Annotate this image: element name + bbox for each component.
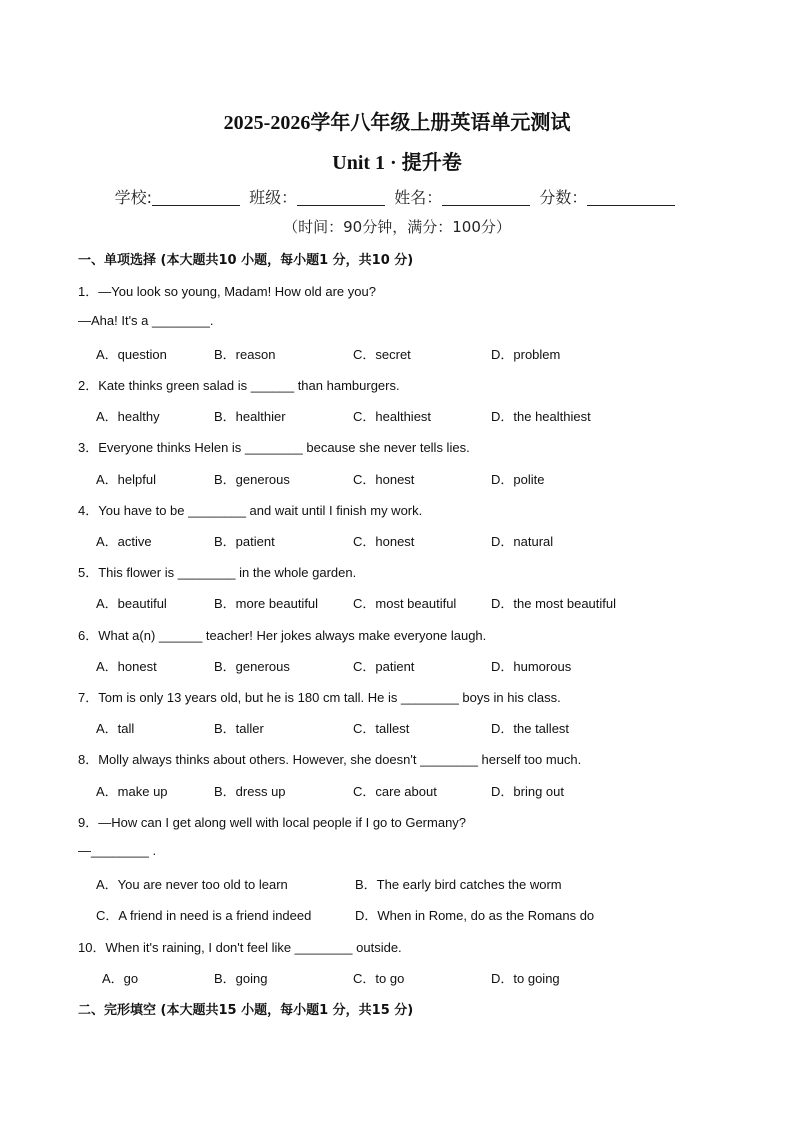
question-1-response: —Aha! It's a ________. (78, 313, 214, 328)
question-10-stem: 10．When it's raining, I don't feel like ________ outside. (78, 940, 402, 955)
q3-option-c[interactable]: C．honest (353, 472, 415, 487)
q10-option-a[interactable]: A．go (102, 971, 139, 986)
q5-option-b[interactable]: B．more beautiful (214, 596, 319, 611)
q1-option-c[interactable]: C．secret (353, 347, 411, 362)
q1-option-b[interactable]: B．reason (214, 347, 276, 362)
q1-option-a[interactable]: A．question (96, 347, 167, 362)
q10-option-c[interactable]: C．to go (353, 971, 405, 986)
name-label: 姓名： (394, 188, 443, 207)
q8-option-b[interactable]: B．dress up (214, 784, 286, 799)
q7-option-b[interactable]: B．taller (214, 721, 264, 736)
q4-option-c[interactable]: C．honest (353, 534, 415, 549)
q7-option-a[interactable]: A．tall (96, 721, 135, 736)
q10-option-b[interactable]: B．going (214, 971, 268, 986)
score-label: 分数： (539, 188, 588, 207)
q7-option-c[interactable]: C．tallest (353, 721, 410, 736)
question-8-stem: 8．Molly always thinks about others. However, she doesn't ________ herself too much. (78, 752, 582, 767)
q3-option-b[interactable]: B．generous (214, 472, 290, 487)
exam-note: （时间：90分钟，满分：100分） (283, 218, 511, 236)
q6-option-d[interactable]: D．humorous (491, 659, 572, 674)
q2-option-a[interactable]: A．healthy (96, 409, 160, 424)
question-5-stem: 5．This flower is ________ in the whole garden. (78, 565, 357, 580)
q7-option-d[interactable]: D．the tallest (491, 721, 570, 736)
section-1-title: 一、单项选择 (本大题共10 小题，每小题1 分，共10 分) (78, 253, 414, 268)
q4-option-a[interactable]: A．active (96, 534, 152, 549)
q4-option-d[interactable]: D．natural (491, 534, 554, 549)
q8-option-d[interactable]: D．bring out (491, 784, 564, 799)
q10-option-d[interactable]: D．to going (491, 971, 560, 986)
q6-option-c[interactable]: C．patient (353, 659, 415, 674)
q4-option-b[interactable]: B．patient (214, 534, 275, 549)
q3-option-a[interactable]: A．helpful (96, 472, 156, 487)
q8-option-c[interactable]: C．care about (353, 784, 437, 799)
question-9-response: —________ . (78, 843, 157, 858)
q6-option-a[interactable]: A．honest (96, 659, 157, 674)
exam-title: 2025-2026学年八年级上册英语单元测试 (223, 112, 571, 134)
q5-option-c[interactable]: C．most beautiful (353, 596, 457, 611)
q9-option-a[interactable]: A．You are never too old to learn (96, 877, 288, 892)
question-3-stem: 3．Everyone thinks Helen is ________ because she never tells lies. (78, 440, 470, 455)
class-label: 班级： (249, 188, 298, 207)
exam-subtitle: Unit 1 · 提升卷 (332, 152, 462, 174)
q9-option-b[interactable]: B．The early bird catches the worm (355, 877, 562, 892)
q6-option-b[interactable]: B．generous (214, 659, 290, 674)
question-4-stem: 4．You have to be ________ and wait until I finish my work. (78, 503, 423, 518)
question-2-stem: 2．Kate thinks green salad is ______ than hamburgers. (78, 378, 400, 393)
question-7-stem: 7．Tom is only 13 years old, but he is 180 cm tall. He is ________ boys in his class. (78, 690, 561, 705)
q2-option-d[interactable]: D．the healthiest (491, 409, 591, 424)
q5-option-d[interactable]: D．the most beautiful (491, 596, 617, 611)
student-info-row (0, 185, 794, 208)
q8-option-a[interactable]: A．make up (96, 784, 168, 799)
q3-option-d[interactable]: D．polite (491, 472, 545, 487)
q2-option-b[interactable]: B．healthier (214, 409, 286, 424)
q9-option-d[interactable]: D．When in Rome, do as the Romans do (355, 908, 595, 923)
section-2-title: 二、完形填空 (本大题共15 小题，每小题1 分，共15 分) (78, 1003, 414, 1018)
school-field[interactable] (152, 189, 240, 206)
score-field[interactable] (587, 189, 675, 206)
question-6-stem: 6．What a(n) ______ teacher! Her jokes always make everyone laugh. (78, 628, 487, 643)
q1-option-d[interactable]: D．problem (491, 347, 561, 362)
school-label: 学校: (114, 188, 153, 207)
q9-option-c[interactable]: C．A friend in need is a friend indeed (96, 908, 312, 923)
class-field[interactable] (297, 189, 385, 206)
name-field[interactable] (442, 189, 530, 206)
question-9-stem: 9．—How can I get along well with local people if I go to Germany? (78, 815, 467, 830)
q5-option-a[interactable]: A．beautiful (96, 596, 167, 611)
question-1-stem: 1．—You look so young, Madam! How old are you? (78, 284, 376, 299)
q2-option-c[interactable]: C．healthiest (353, 409, 432, 424)
